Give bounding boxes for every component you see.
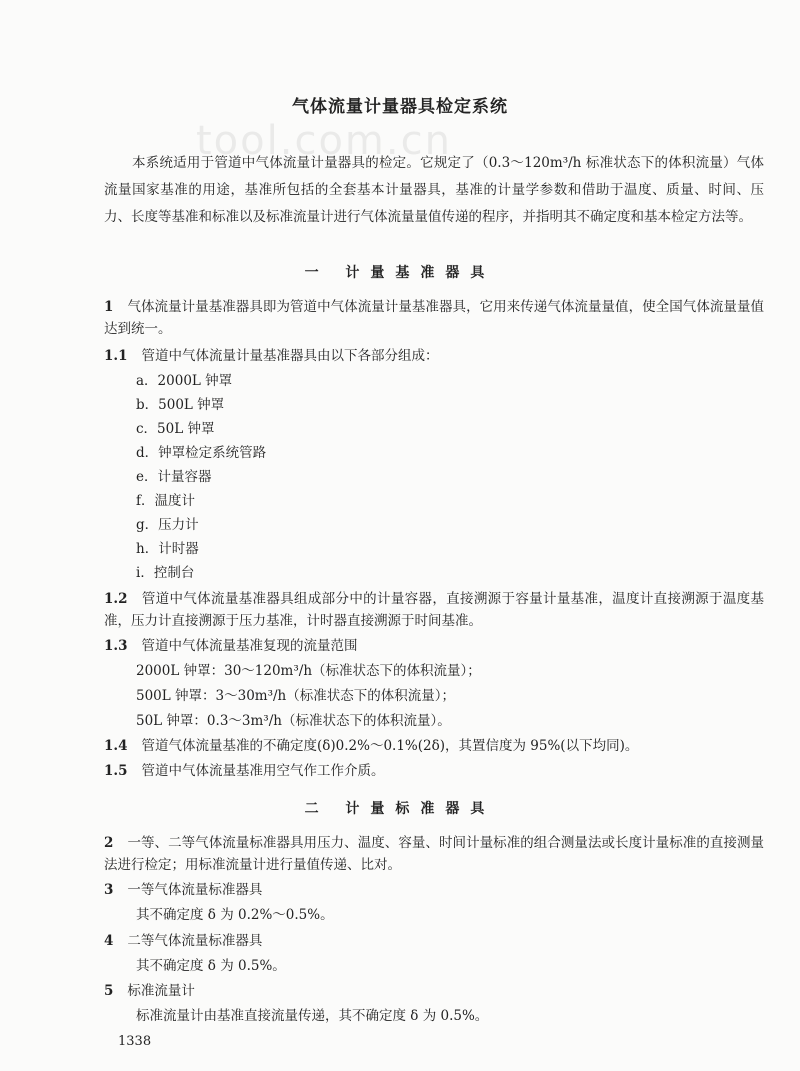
item-text: 二等气体流量标准器具 — [127, 933, 263, 949]
clause-number: 1.5 — [104, 763, 128, 779]
clause-1-2 — [104, 588, 764, 632]
section-heading-1: 一 计量基准器具 — [304, 265, 496, 281]
intro-paragraph: 本系统适用于管道中气体流量计量器具的检定。它规定了（0.3～120m³/h 标准状态下的体积流量）气体流量国家基准的用途，基准所包括的全套基本计量器具，基准的计量学参数和借助于温度、质量、时间、压力、长度等基准和标准以及标准流量计进行气体流量量值传递的程序，并指明其不确定度和基本检定方法等。 — [104, 155, 764, 225]
page-title: 气体流量计量器具检定系统 — [292, 97, 508, 117]
paragraph-text: 气体流量计量基准器具即为管道中气体流量计量基准器具，它用来传递气体流量量值，使全国气体流量量值达到统一。 — [104, 299, 764, 337]
list-item: i．控制台 — [136, 565, 195, 581]
list-item: f．温度计 — [136, 493, 195, 509]
clause-number: 1.3 — [104, 638, 128, 654]
page-number: 1338 — [118, 1034, 152, 1049]
item-4-detail: 其不确定度 δ 为 0.5%。 — [136, 958, 286, 974]
list-item: b．500L 钟罩 — [136, 397, 225, 413]
item-5-heading — [104, 981, 195, 1001]
item-text: 标准流量计 — [127, 983, 195, 999]
range-line: 2000L 钟罩：30～120m³/h（标准状态下的体积流量）； — [136, 663, 481, 679]
list-item: a．2000L 钟罩 — [136, 373, 233, 389]
clause-number: 1.2 — [104, 591, 128, 607]
clause-1-4 — [104, 736, 638, 756]
paragraph-text: 一等、二等气体流量标准器具用压力、温度、容量、时间计量标准的组合测量法或长度计量标准的直接测量法进行检定；用标准流量计进行量值传递、比对。 — [104, 835, 764, 873]
paragraph-number: 1 — [104, 299, 114, 315]
clause-1-5 — [104, 761, 385, 781]
list-item: h．计时器 — [136, 541, 199, 557]
item-4-heading — [104, 931, 262, 951]
clause-text: 管道中气体流量基准器具组成部分中的计量容器，直接溯源于容量计量基准，温度计直接溯源于温度基准，压力计直接溯源于压力基准，计时器直接溯源于时间基准。 — [104, 591, 764, 629]
clause-text: 管道中气体流量基准复现的流量范围 — [141, 638, 358, 654]
list-item: g．压力计 — [136, 517, 199, 533]
item-number: 4 — [104, 933, 114, 949]
clause-text: 管道中气体流量基准用空气作工作介质。 — [141, 763, 385, 779]
item-number: 3 — [104, 882, 114, 898]
list-item: c．50L 钟罩 — [136, 421, 215, 437]
item-number: 5 — [104, 983, 114, 999]
item-text: 一等气体流量标准器具 — [127, 882, 263, 898]
watermark: tool.com.cn — [196, 118, 452, 164]
item-3-detail: 其不确定度 δ 为 0.2%～0.5%。 — [136, 907, 334, 923]
clause-text: 管道中气体流量计量基准器具由以下各部分组成： — [141, 348, 439, 364]
section-heading-2: 二 计量标准器具 — [304, 801, 496, 817]
paragraph-1 — [104, 296, 764, 340]
clause-1-1 — [104, 346, 439, 366]
item-5-detail: 标准流量计由基准直接流量传递，其不确定度 δ 为 0.5%。 — [136, 1008, 489, 1024]
list-item: d．钟罩检定系统管路 — [136, 445, 267, 461]
clause-number: 1.4 — [104, 738, 128, 754]
clause-number: 1.1 — [104, 348, 128, 364]
item-3-heading — [104, 880, 262, 900]
range-line: 500L 钟罩：3～30m³/h（标准状态下的体积流量）； — [136, 688, 455, 704]
clause-text: 管道气体流量基准的不确定度(δ)0.2%～0.1%(2δ)，其置信度为 95%(以下均同)。 — [141, 738, 639, 754]
range-line: 50L 钟罩：0.3～3m³/h（标准状态下的体积流量）。 — [136, 713, 451, 729]
paragraph-number: 2 — [104, 835, 114, 851]
clause-1-3 — [104, 636, 358, 656]
paragraph-2 — [104, 832, 764, 876]
list-item: e．计量容器 — [136, 469, 212, 485]
